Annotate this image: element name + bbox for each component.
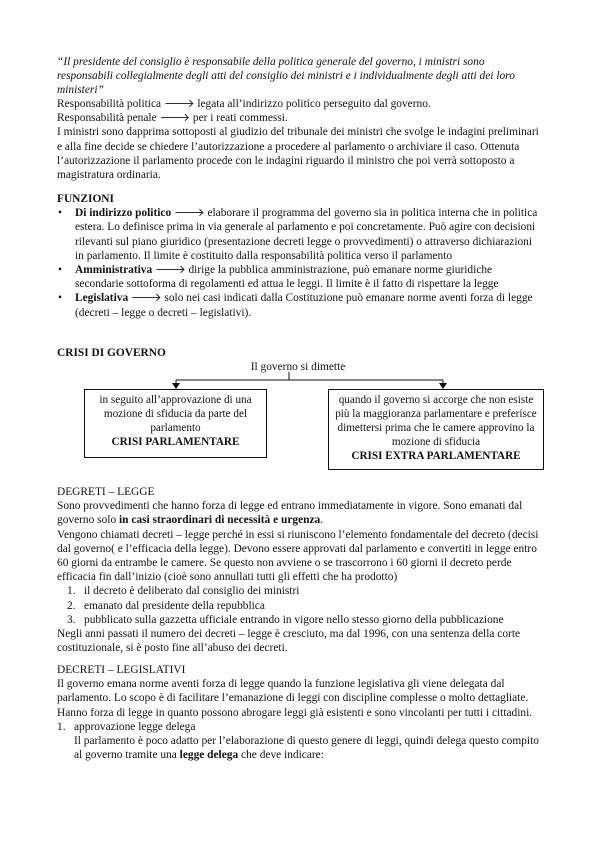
arrow-icon: 🡒 xyxy=(131,292,162,305)
arrow-icon: 🡒 xyxy=(174,207,205,220)
arrow-icon: 🡒 xyxy=(155,264,186,277)
penal-responsibility-line: Responsabilità penale 🡒 per i reati commessi. xyxy=(57,112,288,125)
extra-parliamentary-crisis-box xyxy=(328,389,544,470)
arrow-icon: 🡒 xyxy=(159,112,191,125)
delegation-item-text: Il parlamento è poco adatto per l’elaborazione di questo genere di leggi, quindi delega questo compito al governo tramite una legge delega che deve indicare: xyxy=(74,735,539,762)
diagram-root-label: Il governo si dimette xyxy=(250,361,346,373)
parliamentary-crisis-box xyxy=(84,389,267,458)
list-item: • Di indirizzo politico 🡒 elaborare il programma del governo sia in politica interna che in politica estera. Lo definisce prima in via generale al parlamento e poi concretamente. Può agire con decisioni rilevanti sul piano giuridico (presentazione decreti legge o provvedimenti) o attraverso dichiarazioni in parlamento. Il limite è costituito dalla responsabilità politica verso il parlamento xyxy=(58,207,538,262)
legislative-decree-paragraph: Il governo emana norme aventi forza di legge quando la funzione legislativa gli viene delegata dal parlamento. Lo scopo è di facilitare l’emanazione di leggi con discipline complesse o molto dettagliate. Hanno forza di legge in quanto possono abrogare leggi già esistenti e sono vincolanti per tutti i cittadini. xyxy=(57,678,533,719)
parliamentary-crisis-text: in seguito all’approvazione di una mozione di sfiducia da parte del parlamento xyxy=(99,394,252,434)
legislative-decree-section xyxy=(57,663,543,762)
decree-law-section xyxy=(57,485,543,655)
decree-law-paragraph-2: Vengono chiamati decreti – legge perché in essi si riuniscono l’elemento fondamentale del decreto (decisi dal governo( e l’efficacia della legge). Devono essere approvati dal parlamento e convertiti in legge entro 60 giorni da entrambe le camere. Se questo non avviene o se trascorrono i 60 giorni il decreto perde efficacia fin dall’inizio (cioè sono annullati tutti gli effetti che ha prodotto) xyxy=(57,528,539,584)
arrow-icon: 🡒 xyxy=(163,98,195,110)
decree-law-heading: DEGRETI – LEGGE xyxy=(57,486,155,498)
legislative-decree-heading: DECRETI – LEGISLATIVI xyxy=(57,664,186,676)
political-responsibility-line: Responsabilità politica 🡒 legata all’indirizzo politico perseguito dal governo. xyxy=(57,98,431,110)
extra-parliamentary-crisis-title: CRISI EXTRA PARLAMENTARE xyxy=(351,450,521,462)
list-item: 3. pubblicato sulla gazzetta ufficiale entrando in vigore nello stesso giorno della pubblicazione xyxy=(67,613,504,626)
list-item: • Legislativa 🡒 solo nei casi indicati dalla Costituzione può emanare norme aventi forza di legge (decreti – legge o decreti – legislativi). xyxy=(58,292,533,319)
list-item: • Amministrativa 🡒 dirige la pubblica amministrazione, può emanare norme giuridiche secondarie sottoforma di regolamenti ed attua le leggi. Il limite è il fatto di rispettare la legge xyxy=(58,264,499,291)
bullet-icon: • xyxy=(58,292,62,305)
parliamentary-crisis-title: CRISI PARLAMENTARE xyxy=(111,436,240,448)
delegation-item: 1. approvazione legge delega Il parlamento è poco adatto per l’elaborazione di questo genere di leggi, quindi delega questo compito al governo tramite una legge delega che deve indicare: xyxy=(57,720,543,763)
delegation-item-title: approvazione legge delega xyxy=(74,720,196,733)
extra-parliamentary-crisis-text: quando il governo si accorge che non esiste più la maggioranza parlamentare e preferisce dimettersi prima che le camere approvino la mozione di sfiducia xyxy=(335,394,537,448)
list-item: 2. emanato dal presidente della repubblica xyxy=(67,599,265,612)
constitution-quote: “Il presidente del consiglio è responsabile della politica generale del governo, i ministri sono responsabili collegialmente degli atti del consiglio dei ministri e i individualmente degli atti dei loro ministeri” xyxy=(57,56,515,97)
bullet-icon: • xyxy=(58,264,62,277)
ministers-paragraph: I ministri sono dapprima sottoposti al giudizio del tribunale dei ministri che svolge le indagini preliminari e alla fine decide se chiedere l’autorizzazione a procedere al parlamento o archiviare il caso. Ottenuta l’autorizzazione il parlamento procede con le indagini riguardo il ministro che poi verrà sottoposto a magistratura ordinaria. xyxy=(57,126,539,182)
decree-law-steps xyxy=(57,584,543,627)
functions-heading: FUNZIONI xyxy=(57,193,114,205)
decree-law-paragraph-1: Sono provvedimenti che hanno forza di legge ed entrano immediatamente in vigore. Sono emanati dal governo solo in casi straordinari di necessità e urgenza. xyxy=(57,500,523,527)
crisis-heading: CRISI DI GOVERNO xyxy=(57,347,166,359)
bullet-icon: • xyxy=(58,207,62,220)
decree-law-paragraph-3: Negli anni passati il numero dei decreti – legge è cresciuto, ma dal 1996, con una sentenza della corte costituzionale, si è posto fine all’abuso dei decreti. xyxy=(57,628,521,655)
list-item: 1. il decreto è deliberato dal consiglio dei ministri xyxy=(67,585,300,598)
